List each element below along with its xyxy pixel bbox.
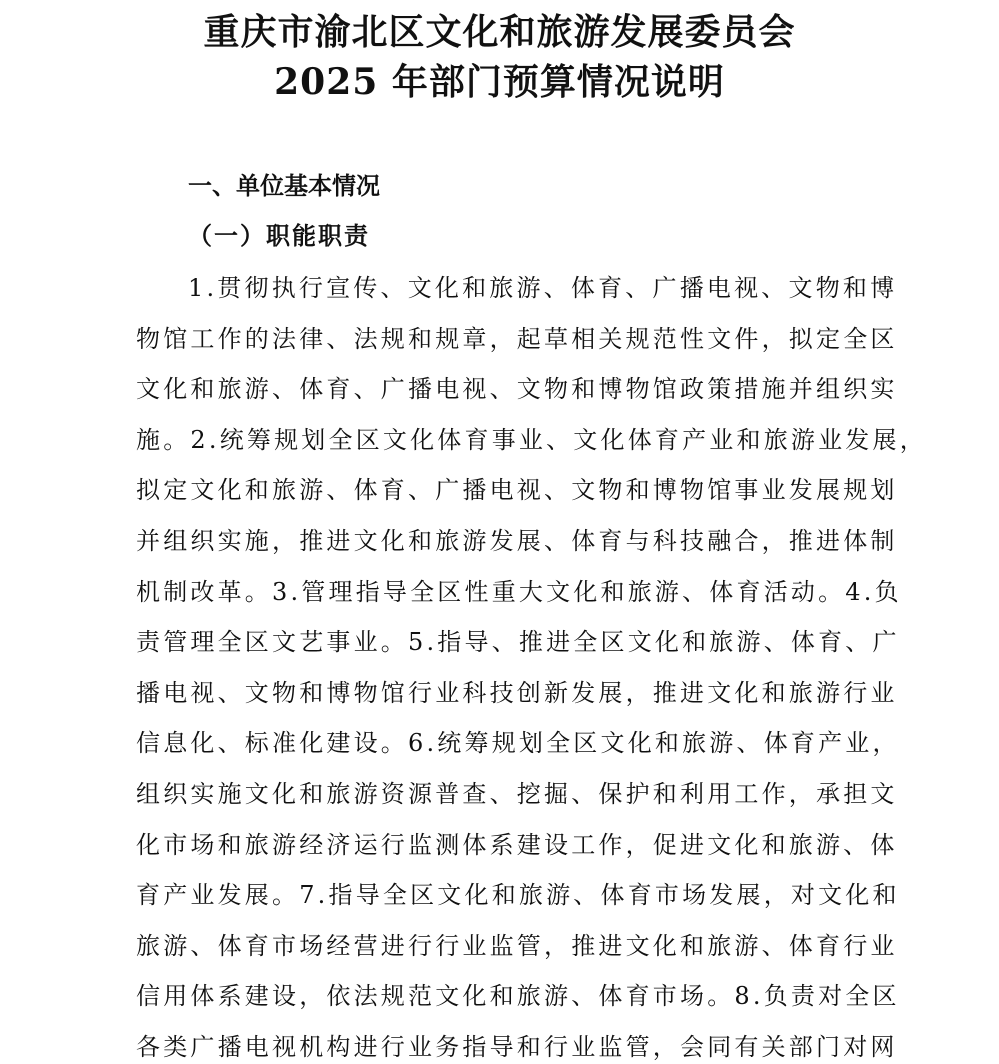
body-line: 旅游、体育市场经营进行行业监管，推进文化和旅游、体育行业 xyxy=(136,931,898,960)
body-line: 信用体系建设，依法规范文化和旅游、体育市场。8.负责对全区 xyxy=(136,982,900,1011)
sub-heading: （一）职能职责 xyxy=(188,221,370,250)
body-line: 各类广播电视机构进行业务指导和行业监管，会同有关部门对网 xyxy=(136,1032,898,1061)
body-line: 1.贯彻执行宣传、文化和旅游、体育、广播电视、文物和博 xyxy=(188,274,898,302)
body-line: 施。2.统筹规划全区文化体育事业、文化体育产业和旅游业发展， xyxy=(136,425,927,454)
body-line: 责管理全区文艺事业。5.指导、推进全区文化和旅游、体育、广 xyxy=(136,628,900,657)
body-line: 播电视、文物和博物馆行业科技创新发展，推进文化和旅游行业 xyxy=(136,678,898,707)
body-line: 文化和旅游、体育、广播电视、文物和博物馆政策措施并组织实 xyxy=(136,375,898,404)
section-heading: 一、单位基本情况 xyxy=(188,172,380,200)
body-line: 并组织实施，推进文化和旅游发展、体育与科技融合，推进体制 xyxy=(136,526,898,555)
body-line: 拟定文化和旅游、体育、广播电视、文物和博物馆事业发展规划 xyxy=(136,476,898,505)
body-line: 机制改革。3.管理指导全区性重大文化和旅游、体育活动。4.负 xyxy=(136,577,902,606)
body-line: 信息化、标准化建设。6.统筹规划全区文化和旅游、体育产业， xyxy=(136,729,900,758)
body-line: 化市场和旅游经济运行监测体系建设工作，促进文化和旅游、体 xyxy=(136,830,898,859)
document-title-line-2: 2025 年部门预算情况说明 xyxy=(274,61,725,103)
document-title-line-1: 重庆市渝北区文化和旅游发展委员会 xyxy=(203,11,796,53)
body-line: 物馆工作的法律、法规和规章，起草相关规范性文件，拟定全区 xyxy=(136,324,898,353)
body-line: 组织实施文化和旅游资源普查、挖掘、保护和利用工作，承担文 xyxy=(136,779,898,808)
body-line: 育产业发展。7.指导全区文化和旅游、体育市场发展，对文化和 xyxy=(136,881,900,910)
body-paragraph xyxy=(136,263,927,1064)
